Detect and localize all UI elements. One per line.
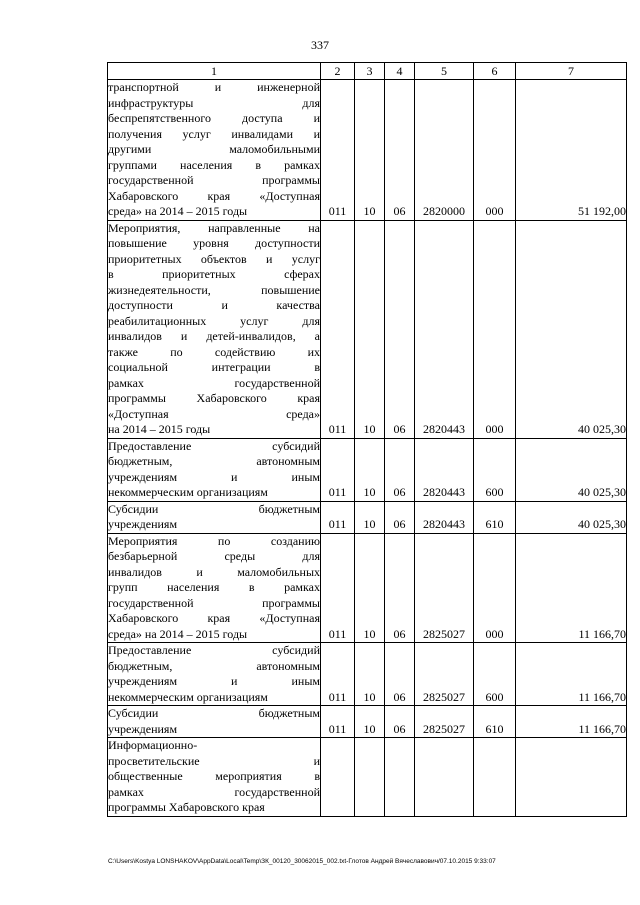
file-path-footer: C:\Users\Kostya LONSHAKOV\AppData\Local\Temp\ЗК_00120_30062015_002.txt-Глотов Андрей Вячеславович/07.10.2015 9:33:07 [108,858,496,865]
section-cell [355,738,385,817]
table-row [108,80,627,221]
row-description [108,438,321,501]
row-description [108,220,321,438]
ministry-code-cell: 011 [321,706,355,738]
description-line: общественные мероприятия в [108,769,320,783]
description-line: программы Хабаровского края [108,391,320,405]
description-line: получения услуг инвалидами и [108,126,320,141]
subsection-cell: 06 [385,80,415,221]
description-line: Предоставление субсидий [108,643,320,657]
section-cell: 10 [355,533,385,643]
ministry-code-cell: 011 [321,643,355,706]
subsection-cell: 06 [385,706,415,738]
description-line: Субсидии бюджетным [108,706,320,720]
amount-cell: 40 025,30 [516,501,627,533]
ministry-code-cell: 011 [321,533,355,643]
description-line: среда» на 2014 – 2015 годы [108,204,248,218]
section-cell: 10 [355,220,385,438]
amount-cell: 11 166,70 [516,643,627,706]
header-cell-4: 4 [385,63,415,80]
description-line: государственной программы [108,173,320,187]
table-row [108,438,627,501]
subsection-cell: 06 [385,533,415,643]
description-line: просветительские и [108,753,320,768]
target-article-cell: 2820443 [415,501,474,533]
description-line: транспортной и инженерной [108,80,320,94]
amount-cell [516,738,627,817]
description-line: некоммерческим организациям [108,689,268,704]
subsection-cell: 06 [385,643,415,706]
description-line: «Доступная среда» [108,406,320,421]
target-article-cell: 2820000 [415,80,474,221]
header-cell-6: 6 [474,63,516,80]
description-line: среда» на 2014 – 2015 годы [108,626,248,641]
expense-type-cell: 000 [474,220,516,438]
section-cell: 10 [355,706,385,738]
description-line: приоритетных объектов и услуг [108,251,320,266]
table-row [108,501,627,533]
ministry-code-cell: 011 [321,80,355,221]
subsection-cell: 06 [385,438,415,501]
description-line: рамках государственной [108,375,320,390]
expense-type-cell: 000 [474,533,516,643]
description-line: другими маломобильными [108,142,320,156]
description-line: Субсидии бюджетным [108,501,320,516]
description-line: беспрепятственного доступа и [108,111,320,125]
row-description [108,533,321,643]
row-description [108,643,321,706]
amount-cell: 40 025,30 [516,220,627,438]
description-line: на 2014 – 2015 годы [108,422,211,436]
amount-cell: 40 025,30 [516,438,627,501]
target-article-cell: 2825027 [415,533,474,643]
description-line: Хабаровского края «Доступная [108,188,320,203]
header-cell-5: 5 [415,63,474,80]
description-line: Мероприятия, направленные на [108,220,320,235]
target-article-cell: 2820443 [415,220,474,438]
amount-cell: 11 166,70 [516,533,627,643]
section-cell: 10 [355,643,385,706]
section-cell: 10 [355,501,385,533]
description-line: Информационно- [108,738,198,752]
description-line: учреждениям и иным [108,674,320,688]
subsection-cell: 06 [385,220,415,438]
target-article-cell: 2820443 [415,438,474,501]
expense-type-cell: 000 [474,80,516,221]
description-line: группами населения в рамках [108,157,320,172]
description-line: реабилитационных услуг для [108,313,320,328]
ministry-code-cell: 011 [321,438,355,501]
expense-type-cell: 610 [474,501,516,533]
description-line: инфраструктуры для [108,95,320,110]
target-article-cell [415,738,474,817]
row-description [108,80,321,221]
budget-table [107,62,627,817]
table-row [108,220,627,438]
description-line: учреждениям [108,721,178,736]
description-line: в приоритетных сферах [108,267,320,281]
table-row [108,738,627,817]
amount-cell: 11 166,70 [516,706,627,738]
description-line: групп населения в рамках [108,580,320,594]
subsection-cell: 06 [385,501,415,533]
description-line: учреждениям [108,517,178,531]
table-body [108,80,627,817]
row-description [108,738,321,817]
target-article-cell: 2825027 [415,643,474,706]
expense-type-cell: 600 [474,438,516,501]
description-line: социальной интеграции в [108,360,320,374]
row-description [108,501,321,533]
amount-cell: 51 192,00 [516,80,627,221]
description-line: государственной программы [108,595,320,610]
description-line: жизнедеятельности, повышение [108,282,320,297]
description-line: программы Хабаровского края [108,800,265,814]
expense-type-cell: 610 [474,706,516,738]
description-line: учреждениям и иным [108,469,320,484]
description-line: Предоставление субсидий [108,438,320,453]
table-row [108,706,627,738]
description-line: некоммерческим организациям [108,485,268,499]
description-line: также по содействию их [108,344,320,359]
section-cell: 10 [355,438,385,501]
header-cell-7: 7 [516,63,627,80]
description-line: инвалидов и маломобильных [108,564,320,579]
description-line: бюджетным, автономным [108,454,320,468]
ministry-code-cell: 011 [321,220,355,438]
description-line: повышение уровня доступности [108,236,320,250]
ministry-code-cell: 011 [321,501,355,533]
description-line: безбарьерной среды для [108,549,320,563]
expense-type-cell: 600 [474,643,516,706]
section-cell: 10 [355,80,385,221]
ministry-code-cell [321,738,355,817]
header-row [108,63,627,80]
description-line: доступности и качества [108,298,320,312]
table-row [108,643,627,706]
description-line: инвалидов и детей-инвалидов, а [108,329,320,343]
header-cell-2: 2 [321,63,355,80]
table-row [108,533,627,643]
header-cell-1: 1 [108,63,321,80]
target-article-cell: 2825027 [415,706,474,738]
row-description [108,706,321,738]
description-line: рамках государственной [108,784,320,799]
description-line: Мероприятия по созданию [108,533,320,548]
header-cell-3: 3 [355,63,385,80]
subsection-cell [385,738,415,817]
description-line: Хабаровского края «Доступная [108,611,320,625]
expense-type-cell [474,738,516,817]
page-number: 337 [311,38,329,52]
description-line: бюджетным, автономным [108,658,320,673]
